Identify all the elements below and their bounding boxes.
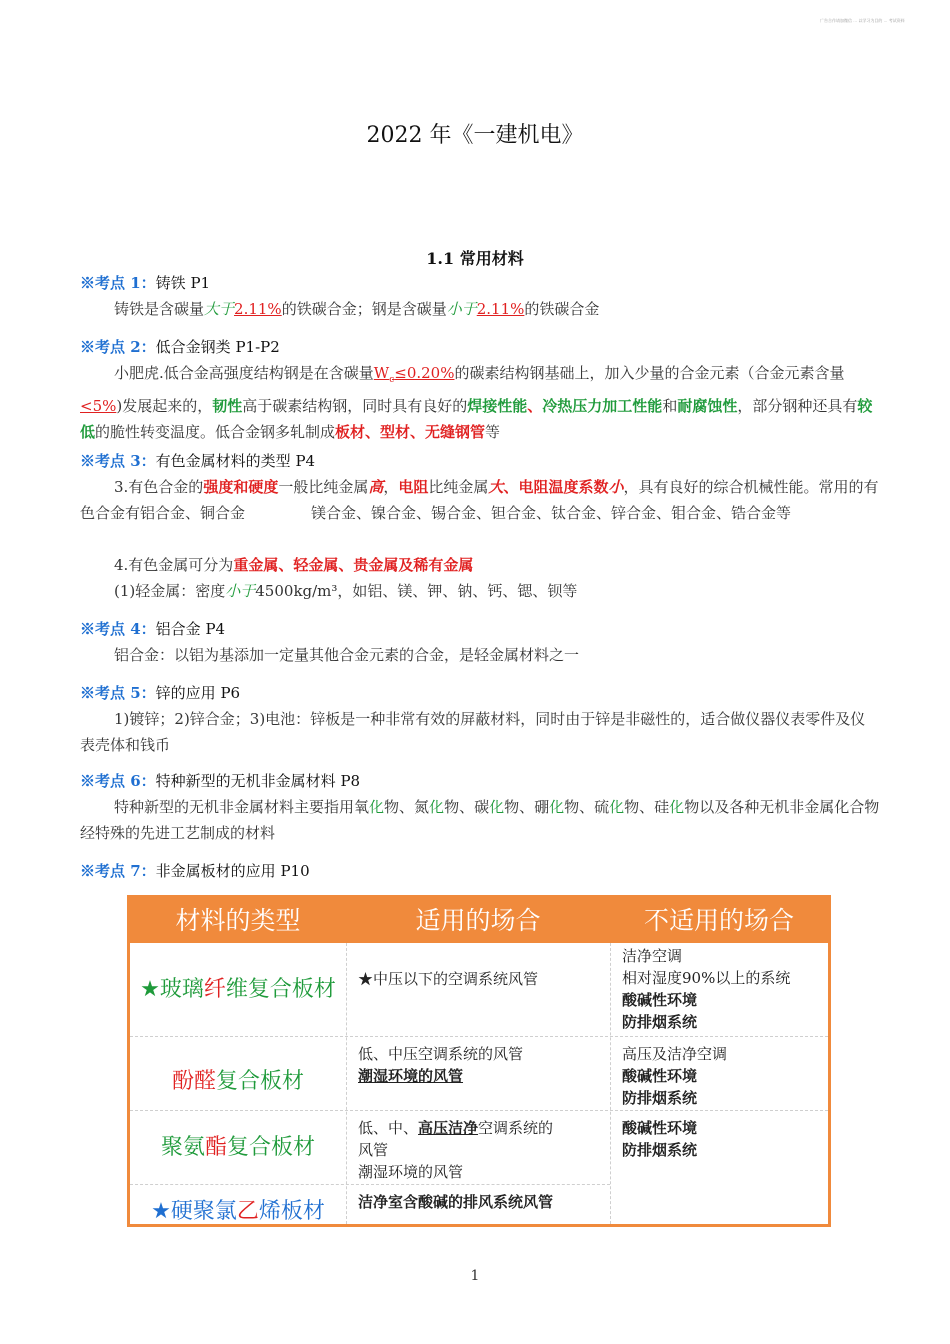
table-header xyxy=(130,898,828,943)
table-row-1-unsuitable: 洁净空调 相对湿度90%以上的系统 酸碱性环境 防排烟系统 xyxy=(622,947,791,1031)
kp3-text-3: (1)轻金属：密度小于4500kg/m³，如铝、镁、钾、钠、钙、锶、钡等 xyxy=(114,582,578,600)
table-row-4-material: ★硬聚氯乙烯板材 xyxy=(151,1199,325,1224)
table-row-4-suitable: 洁净室含酸碱的排风系统风管 xyxy=(358,1193,554,1211)
kp1-title: 铸铁 P1 xyxy=(155,274,211,292)
corner-note: 广告合作请加微信 ... 以学习为目的 ... 考试资料 xyxy=(820,18,905,23)
kp4-text: 铝合金：以铝为基添加一定量其他合金元素的合金，是轻金属材料之一 xyxy=(114,646,580,664)
table-row-2-unsuitable: 高压及洁净空调 酸碱性环境 防排烟系统 xyxy=(622,1045,728,1107)
table-row-3-material: 聚氨酯复合板材 xyxy=(160,1135,316,1160)
kp3-text-2: 4.有色金属可分为重金属、轻金属、贵金属及稀有金属 xyxy=(114,556,474,574)
kp2-text: 小肥虎.低合金高强度结构钢是在含碳量$W_c\le 0.20\%$的碳素结构钢基础上，加入少量的合金元素（合金元素含量<5%)发展起来的，韧性高于碳素结构钢，同时具有良好的焊接性能、冷热压力加工性能和耐腐蚀性，部分钢种还具有较低的脆性转变温度。低合金钢多轧制成板材、型材、无缝钢管等 xyxy=(80,364,873,441)
table-row-2-suitable: 低、中压空调系统的风管 潮湿环境的风管 xyxy=(358,1045,524,1085)
kp3-text-1: 3.有色合金的强度和硬度一般比纯金属高，电阻比纯金属大、电阻温度系数小，具有良好的综合机械性能。常用的有色合金有铝合金、铜合金 镁合金、镍合金、锡合金、钽合金、钛合金、锌合金、钼合金、锆合金等 xyxy=(80,478,879,522)
table-row-3-unsuitable: 酸碱性环境 防排烟系统 xyxy=(622,1119,698,1159)
kp6-text: 特种新型的无机非金属材料主要指用氧化物、氮化物、碳化物、硼化物、硫化物、硅化物以及各种无机非金属化合物经特殊的先进工艺制成的材料 xyxy=(80,798,880,842)
header-suitable: 适用的场合 xyxy=(415,906,541,935)
header-unsuitable: 不适用的场合 xyxy=(643,906,794,935)
section-title: 1.1 常用材料 xyxy=(426,249,524,268)
table-row-3-suitable: 低、中、高压洁净空调系统的 风管 潮湿环境的风管 xyxy=(358,1119,554,1181)
kp2-heading: ※考点 2：低合金钢类 P1-P2 xyxy=(80,338,280,356)
kp4-heading: ※考点 4：铝合金 P4 xyxy=(80,620,226,638)
kp1-text: 铸铁是含碳量大于2.11%的铁碳合金；钢是含碳量小于2.11%的铁碳合金 xyxy=(114,300,600,318)
kp5-heading: ※考点 5：锌的应用 P6 xyxy=(80,684,241,702)
materials-table xyxy=(127,895,831,1227)
table-row-2-material: 酚醛复合板材 xyxy=(171,1069,305,1094)
header-material-type: 材料的类型 xyxy=(175,906,301,935)
kp1-heading xyxy=(80,272,210,293)
kp7-heading: ※考点 7：非金属板材的应用 P10 xyxy=(80,862,310,880)
page-number: 1 xyxy=(470,1268,480,1284)
kp1-mark: ※考点 1： xyxy=(80,274,156,292)
page-title: 2022 年《一建机电》 xyxy=(366,123,584,148)
table-row-1-material: ★玻璃纤维复合板材 xyxy=(140,977,336,1002)
kp3-heading: ※考点 3：有色金属材料的类型 P4 xyxy=(80,452,316,470)
table-row-1-suitable: ★中压以下的空调系统风管 xyxy=(358,970,539,988)
kp5-text: 1)镀锌；2)锌合金；3)电池：锌板是一种非常有效的屏蔽材料，同时由于锌是非磁性的，适合做仪器仪表零件及仪表壳体和钱币 xyxy=(80,710,866,754)
kp6-heading: ※考点 6：特种新型的无机非金属材料 P8 xyxy=(80,772,361,790)
